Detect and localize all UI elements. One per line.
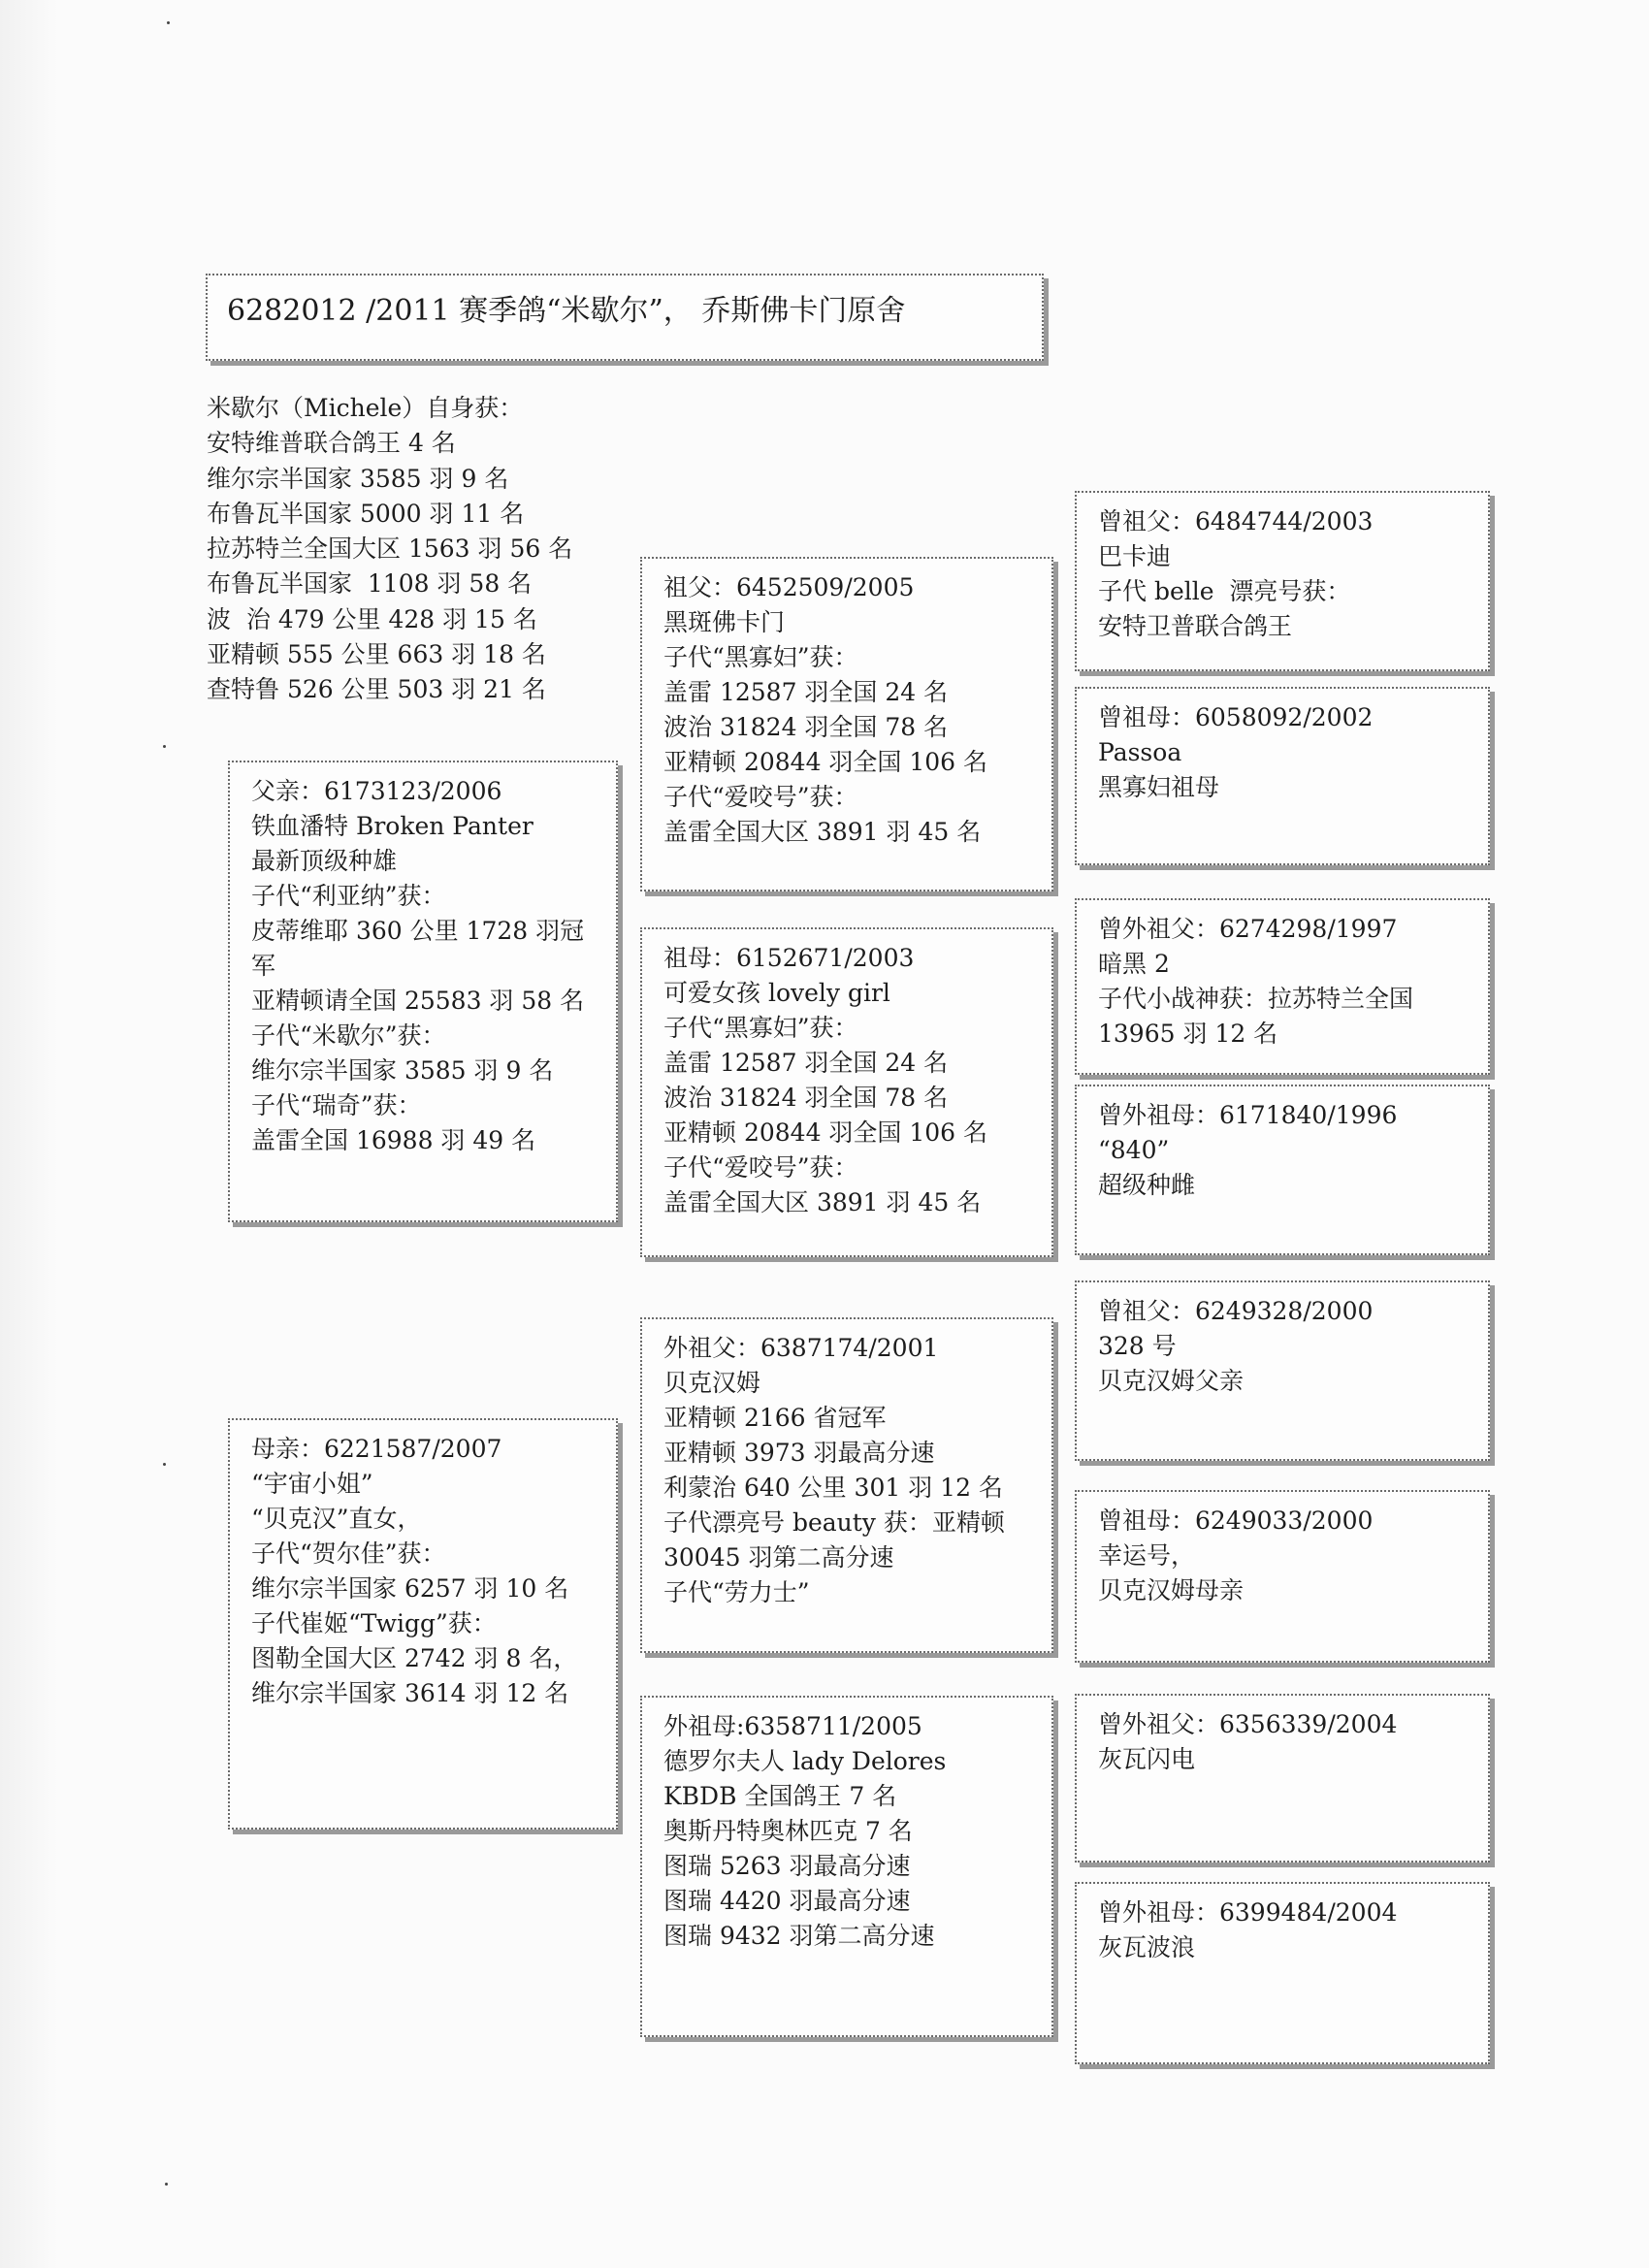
text-line: 曾外祖母：6399484/2004 — [1098, 1898, 1398, 1927]
text-line: 子代 belle 漂亮号获： — [1098, 577, 1351, 605]
great-granddam-1-details — [1098, 700, 1476, 805]
great-granddam-3-box — [1075, 1490, 1490, 1663]
text-line: 子代“爱咬号”获： — [663, 783, 858, 811]
text-line: 外祖母:6358711/2005 — [663, 1712, 922, 1740]
maternal-granddam-box — [640, 1696, 1053, 2037]
text-line: 军 — [251, 952, 276, 980]
text-line: 子代“黑寡妇”获： — [663, 643, 858, 671]
text-line: 曾外祖父：6274298/1997 — [1098, 915, 1398, 943]
text-line: 盖雷全国大区 3891 羽 45 名 — [663, 1188, 982, 1216]
great-granddam-2-box — [1075, 1085, 1490, 1255]
paternal-grandsire-details — [663, 570, 1040, 850]
text-line: 亚精顿 20844 羽全国 106 名 — [663, 748, 988, 776]
text-line: “贝克汉”直女， — [251, 1505, 422, 1533]
text-line: 亚精顿 2166 省冠军 — [663, 1404, 887, 1432]
text-line: 图瑞 9432 羽第二高分速 — [663, 1922, 935, 1950]
text-line: 黑斑佛卡门 — [663, 608, 786, 636]
text-line: 波治 31824 羽全国 78 名 — [663, 713, 949, 741]
text-line: 外祖父：6387174/2001 — [663, 1334, 939, 1362]
dam-details — [251, 1432, 604, 1711]
text-line: 盖雷全国 16988 羽 49 名 — [251, 1126, 536, 1154]
text-line: 祖母：6152671/2003 — [663, 944, 915, 972]
text-line: 子代“瑞奇”获： — [251, 1091, 422, 1119]
text-line: 曾祖父：6249328/2000 — [1098, 1297, 1374, 1325]
great-grandsire-3-details — [1098, 1294, 1476, 1399]
text-line: 最新顶级种雄 — [251, 847, 398, 875]
text-line: 子代漂亮号 beauty 获：亚精顿 — [663, 1508, 1005, 1537]
sire-details — [251, 774, 604, 1158]
great-grandsire-3-box — [1075, 1280, 1490, 1461]
text-line: 超级种雌 — [1098, 1171, 1196, 1199]
text-line: KBDB 全国鸽王 7 名 — [663, 1782, 897, 1810]
text-line: 图勒全国大区 2742 羽 8 名， — [251, 1644, 578, 1672]
text-line: 利蒙治 640 公里 301 羽 12 名 — [663, 1474, 1003, 1502]
text-line: 亚精顿 20844 羽全国 106 名 — [663, 1118, 988, 1147]
text-line: 祖父：6452509/2005 — [663, 573, 915, 601]
text-line: 亚精顿请全国 25583 羽 58 名 — [251, 987, 585, 1015]
dam-box — [228, 1418, 618, 1830]
text-line: 巴卡迪 — [1098, 542, 1172, 570]
text-line: 亚精顿 3973 羽最高分速 — [663, 1439, 935, 1467]
great-granddam-3-details — [1098, 1504, 1476, 1608]
text-line: Passoa — [1098, 738, 1182, 766]
text-line: 盖雷 12587 羽全国 24 名 — [663, 1049, 949, 1077]
text-line: 幸运号， — [1098, 1541, 1196, 1570]
scan-speck — [163, 1463, 166, 1466]
text-line: 安特维普联合鸽王 4 名 — [207, 429, 456, 458]
text-line: 子代“黑寡妇”获： — [663, 1014, 858, 1042]
text-line: 子代“利亚纳”获： — [251, 882, 446, 910]
text-line: 盖雷全国大区 3891 羽 45 名 — [663, 818, 982, 846]
text-line: “840” — [1098, 1136, 1170, 1164]
text-line: 贝克汉姆 — [663, 1369, 761, 1397]
text-line: 波治 31824 羽全国 78 名 — [663, 1084, 949, 1112]
text-line: 母亲：6221587/2007 — [251, 1435, 502, 1463]
text-line: 图瑞 5263 羽最高分速 — [663, 1852, 911, 1880]
paternal-grandsire-box — [640, 557, 1053, 891]
scan-speck — [165, 2183, 168, 2186]
maternal-granddam-details — [663, 1709, 1040, 1954]
text-line: 曾外祖母：6171840/1996 — [1098, 1101, 1398, 1129]
great-granddam-1-box — [1075, 687, 1490, 865]
great-grandsire-2-details — [1098, 912, 1476, 1052]
text-line: 德罗尔夫人 lady Delores — [663, 1747, 947, 1775]
text-line: 曾祖父：6484744/2003 — [1098, 507, 1374, 535]
text-line: 维尔宗半国家 6257 羽 10 名 — [251, 1574, 569, 1603]
scan-edge-shadow — [0, 0, 58, 2268]
text-line: 子代崔姬“Twigg”获： — [251, 1609, 497, 1637]
text-line: 曾外祖父：6356339/2004 — [1098, 1710, 1398, 1738]
great-granddam-4-box — [1075, 1882, 1490, 2064]
text-line: 皮蒂维耶 360 公里 1728 羽冠 — [251, 917, 585, 945]
text-line: 布鲁瓦半国家 1108 羽 58 名 — [207, 569, 533, 599]
text-line: 30045 羽第二高分速 — [663, 1543, 894, 1571]
text-line: 安特卫普联合鸽王 — [1098, 612, 1293, 640]
text-line: 子代小战神获：拉苏特兰全国 — [1098, 985, 1414, 1013]
scan-speck — [163, 745, 166, 748]
pedigree-title-box — [206, 274, 1044, 361]
text-line: 布鲁瓦半国家 5000 羽 11 名 — [207, 499, 525, 528]
text-line: 可爱女孩 lovely girl — [663, 979, 890, 1007]
text-line: 13965 羽 12 名 — [1098, 1020, 1278, 1048]
text-line: “宇宙小姐” — [251, 1470, 373, 1498]
maternal-grandsire-box — [640, 1317, 1053, 1653]
text-line: 波 治 479 公里 428 羽 15 名 — [207, 604, 537, 633]
great-grandsire-4-box — [1075, 1694, 1490, 1863]
paternal-granddam-details — [663, 941, 1040, 1220]
scan-speck — [167, 21, 170, 24]
text-line: 父亲：6173123/2006 — [251, 777, 502, 805]
great-grandsire-2-box — [1075, 898, 1490, 1075]
pedigree-title: 6282012 /2011 赛季鸽“米歇尔”， 乔斯佛卡门原舍 — [227, 294, 906, 328]
text-line: 曾祖母：6249033/2000 — [1098, 1507, 1374, 1535]
text-line: 子代“爱咬号”获： — [663, 1153, 858, 1182]
text-line: 维尔宗半国家 3585 羽 9 名 — [251, 1056, 554, 1085]
paternal-granddam-box — [640, 927, 1053, 1257]
own-results-summary — [207, 391, 572, 708]
text-line: 拉苏特兰全国大区 1563 羽 56 名 — [207, 535, 573, 564]
text-line: 亚精顿 555 公里 663 羽 18 名 — [207, 640, 546, 669]
text-line: 灰瓦波浪 — [1098, 1933, 1196, 1961]
great-granddam-4-details — [1098, 1895, 1476, 1965]
maternal-grandsire-details — [663, 1331, 1040, 1610]
great-grandsire-1-box — [1075, 491, 1490, 671]
text-line: 贝克汉姆父亲 — [1098, 1367, 1245, 1395]
text-line: 贝克汉姆母亲 — [1098, 1576, 1245, 1604]
text-line: 盖雷 12587 羽全国 24 名 — [663, 678, 949, 706]
text-line: 查特鲁 526 公里 503 羽 21 名 — [207, 675, 546, 704]
text-line: 维尔宗半国家 3585 羽 9 名 — [207, 464, 509, 493]
great-grandsire-1-details — [1098, 504, 1476, 644]
text-line: 子代“劳力士” — [663, 1578, 810, 1606]
text-line: 子代“米歇尔”获： — [251, 1021, 446, 1050]
text-line: 维尔宗半国家 3614 羽 12 名 — [251, 1679, 569, 1707]
text-line: 曾祖母：6058092/2002 — [1098, 703, 1374, 731]
great-grandsire-4-details — [1098, 1707, 1476, 1777]
text-line: 灰瓦闪电 — [1098, 1745, 1196, 1773]
great-granddam-2-details — [1098, 1098, 1476, 1203]
text-line: 奥斯丹特奥林匹克 7 名 — [663, 1817, 913, 1845]
text-line: 328 号 — [1098, 1332, 1177, 1360]
sire-box — [228, 761, 618, 1222]
text-line: 米歇尔（Michele）自身获： — [207, 394, 524, 422]
text-line: 子代“贺尔佳”获： — [251, 1539, 446, 1568]
text-line: 黑寡妇祖母 — [1098, 773, 1220, 801]
text-line: 图瑞 4420 羽最高分速 — [663, 1887, 911, 1915]
text-line: 暗黑 2 — [1098, 950, 1170, 978]
text-line: 铁血潘特 Broken Panter — [251, 812, 534, 840]
